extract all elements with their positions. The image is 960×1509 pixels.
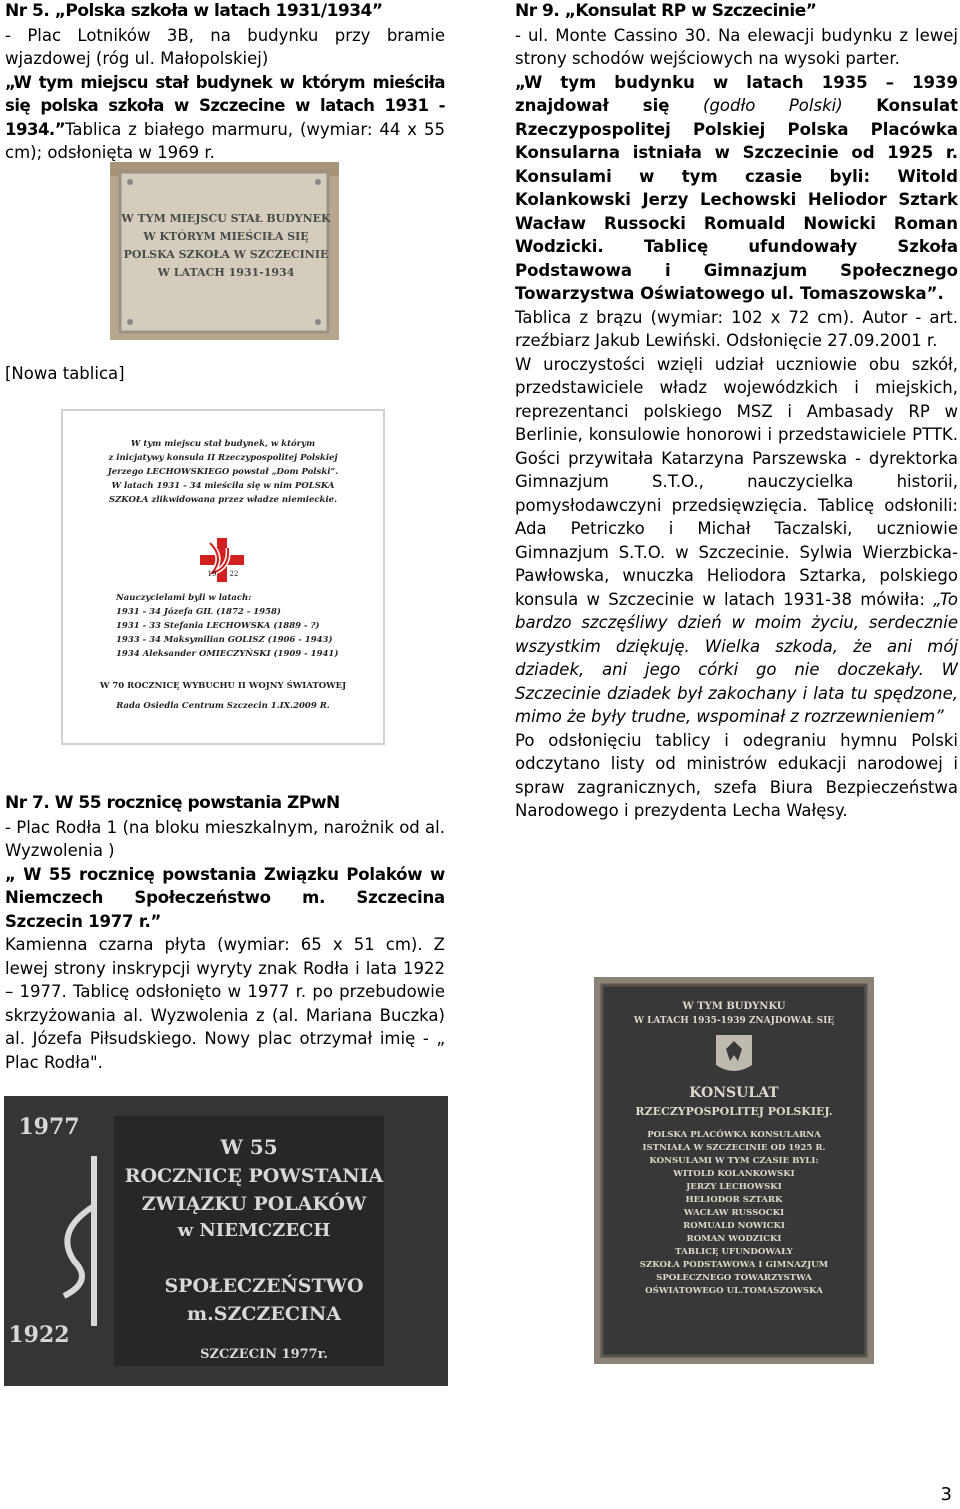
- section-5-quote: „W tym miejscu stał budynek w którym mieściła się polska szkoła w Szczecine w latach 1931 - 1934.”Tablica z białego marmuru, (wymiar: 44 x 55 cm); odsłonięta w 1969 r.: [5, 72, 445, 162]
- section-9-ceremony: W uroczystości wzięli udział uczniowie obu szkół, przedstawiciele władz wojewódzkich i miejskich, reprezentanci polskiego MSZ i Ambasady RP w Berlinie, konsulowie honorowi i przedstawiciele PTTK. Gości przywitała Katarzyna Parszewska - dyrektorka Gimnazjum S.T.O., nauczycielka historii, pomysłodawczyni przedsięwzięcia. Tablicę odsłonili: Ada Petriczko i Michał Taczalski, uczniowie Gimnazjum S.T.O. w Szczecinie. Sylwia Wierzbicka-Pawłowska, wnuczka Heliodora Sztarka, polskiego konsula w Szczecinie w latach 1931-38 mówiła: „To bardzo szczęśliwy dzień w moim życiu, serdecznie wszystkim dziękuję. Wielka szkoda, że ani mój dziadek, ani jego córki go nie doczekały. W Szczecinie dziadek był zakochany i lata tu spędzone, mimo że były trudne, wspominał z rozrzewnieniem”: [515, 354, 958, 726]
- old-marble-plaque-photo: [110, 162, 339, 340]
- section-9-closing: Po odsłonięciu tablicy i odegraniu hymnu Polski odczytano listy od ministrów edukacji narodowej i spraw zagranicznych, szefa Biura Bezpieczeństwa Narodowego i prezydenta Lecha Wałęsy.: [515, 730, 958, 820]
- new-plaque-intro-4: W latach 1931 - 34 mieściła się w nim POLSKA: [111, 481, 335, 491]
- consulate-line-10: TABLICĘ UFUNDOWAŁY: [675, 1247, 793, 1257]
- new-plaque-label: [Nowa tablica]: [5, 364, 125, 383]
- consulate-line-8: ROMUALD NOWICKI: [683, 1221, 785, 1231]
- section-7: [5, 792, 445, 1074]
- consulate-line-5: JERZY LECHOWSKI: [686, 1182, 782, 1192]
- new-plaque-intro-2: z inicjatywy konsula II Rzeczypospolitej Polskiej: [108, 453, 338, 463]
- zpwn-line-7: SZCZECIN 1977r.: [200, 1347, 328, 1362]
- badge-year-22: 22: [229, 570, 239, 578]
- section-9-address: - ul. Monte Cassino 30. Na elewacji budynku z lewej strony schodów wejściowych na wysoki parter.: [515, 25, 958, 68]
- polish-eagle-icon: [716, 1035, 752, 1071]
- consulate-line-3: KONSULAMI W TYM CZASIE BYLI:: [649, 1156, 819, 1166]
- zpwn-line-5: SPOŁECZEŃSTWO: [164, 1275, 364, 1297]
- section-7-address: - Plac Rodła 1 (na bloku mieszkalnym, narożnik od al. Wyzwolenia ): [5, 817, 445, 860]
- section-9-quote: „W tym budynku w latach 1935 – 1939 znajdował się (godło Polski) Konsulat Rzeczypospolitej Polskiej Polska Placówka Konsularna istniała w Szczecinie od 1925 r. Konsulami w tym czasie byli: Witold Kolankowski Jerzy Lechowski Heliodor Sztark Wacław Russocki Romuald Nowicki Roman Wodzicki. Tablicę ufundowały Szkoła Podstawowa i Gimnazjum Społecznego Towarzystwa Oświatowego ul. Tomaszowska”.: [515, 72, 959, 303]
- new-plaque-anniversary: W 70 ROCZNICĘ WYBUCHU II WOJNY ŚWIATOWEJ: [99, 681, 347, 691]
- new-plaque-teacher-4: 1934 Aleksander OMIECZYŃSKI (1909 - 1941): [116, 649, 339, 659]
- consulate-line-6: HELIODOR SZTARK: [685, 1195, 783, 1205]
- consulate-top-1: W TYM BUDYNKU: [682, 1001, 786, 1012]
- consulate-line-12: SPOŁECZNEGO TOWARZYSTWA: [656, 1273, 812, 1283]
- zpwn-line-1: W 55: [220, 1135, 278, 1159]
- section-7-quote: „ W 55 rocznicę powstania Związku Polaków w Niemczech Społeczeństwo m. Szczecina Szczecin 1977 r.”: [5, 864, 445, 931]
- consulate-line-2: ISTNIAŁA W SZCZECINIE OD 1925 R.: [642, 1143, 826, 1153]
- badge-year-19: 19: [207, 570, 217, 578]
- zpwn-plaque-photo: [4, 1096, 448, 1386]
- section-7-title: Nr 7. W 55 rocznicę powstania ZPwN: [5, 793, 340, 813]
- consulate-line-4: WITOLD KOLANKOWSKI: [673, 1169, 795, 1179]
- consulate-line-1: POLSKA PLACÓWKA KONSULARNA: [647, 1130, 821, 1140]
- consulate-line-9: ROMAN WODZICKI: [686, 1234, 782, 1244]
- zpwn-line-3: ZWIĄZKU POLAKÓW: [141, 1193, 367, 1215]
- zpwn-year-1922: 1922: [8, 1322, 70, 1348]
- right-column: [515, 0, 958, 823]
- consulate-top-2: W LATACH 1935-1939 ZNAJDOWAŁ SIĘ: [633, 1016, 835, 1026]
- zpwn-year-1977: 1977: [18, 1114, 80, 1140]
- new-plaque-teachers-header: Nauczycielami byli w latach:: [116, 593, 252, 603]
- section-9-title: Nr 9. „Konsulat RP w Szczecinie”: [515, 1, 817, 21]
- zpwn-line-6: m.SZCZECINA: [187, 1303, 341, 1325]
- section-7-description: Kamienna czarna płyta (wymiar: 65 x 51 cm). Z lewej strony inskrypcji wyryty znak Rodła i lata 1922 – 1977. Tablicę odsłonięto w 1977 r. po przebudowie skrzyżowania al. Wyzwolenia z (al. Mariana Buczka) al. Józefa Piłsudskiego. Nowy plac otrzymał imię - „ Plac Rodła".: [5, 935, 445, 1072]
- old-plaque-line-3: POLSKA SZKOŁA W SZCZECINIE: [123, 248, 329, 261]
- zpwn-line-4: w NIEMCZECH: [177, 1220, 331, 1241]
- new-plaque-teacher-2: 1931 - 33 Stefania LECHOWSKA (1889 - ?): [116, 621, 320, 631]
- new-plaque-intro-1: W tym miejscu stał budynek, w którym: [130, 439, 316, 449]
- consulate-line-7: WACŁAW RUSSOCKI: [683, 1208, 785, 1218]
- zpwn-line-2: ROCZNICĘ POWSTANIA: [124, 1165, 384, 1187]
- old-plaque-line-2: W KTÓRYM MIEŚCIŁA SIĘ: [143, 230, 309, 243]
- consulate-line-13: OŚWIATOWEGO UL.TOMASZOWSKA: [645, 1286, 823, 1296]
- old-plaque-line-1: W TYM MIEJSCU STAŁ BUDYNEK: [121, 212, 331, 225]
- left-column: [5, 0, 445, 165]
- consulate-main-1: KONSULAT: [689, 1085, 779, 1101]
- consulate-main-2: RZECZYPOSPOLITEJ POLSKIEJ.: [635, 1105, 833, 1118]
- new-plaque-footer: Rada Osiedla Centrum Szczecin 1.IX.2009 R.: [116, 701, 330, 711]
- new-plaque-intro-5: SZKOŁA zlikwidowana przez władze niemieckie.: [108, 495, 338, 505]
- consulate-plaque-photo: [594, 977, 874, 1364]
- new-plaque-teacher-1: 1931 - 34 Józefa GIL (1872 - 1958): [116, 607, 281, 617]
- new-plaque-teacher-3: 1933 - 34 Maksymilian GOLISZ (1906 - 1943): [116, 635, 333, 645]
- section-5-title: Nr 5. „Polska szkoła w latach 1931/1934”: [5, 1, 383, 21]
- old-plaque-line-4: W LATACH 1931-1934: [157, 266, 295, 279]
- section-9-description: Tablica z brązu (wymiar: 102 x 72 cm). Autor - art. rzeźbiarz Jakub Lewiński. Odsłonięcie 27.09.2001 r.: [515, 307, 958, 350]
- consulate-line-11: SZKOŁA PODSTAWOWA I GIMNAZJUM: [639, 1260, 829, 1270]
- section-5-address: - Plac Lotników 3B, na budynku przy bramie wjazdowej (róg ul. Małopolskiej): [5, 25, 445, 68]
- new-plaque-intro-3: Jerzego LECHOWSKIEGO powstał „Dom Polski”.: [107, 467, 339, 477]
- page-number: 3: [940, 1484, 952, 1505]
- new-plaque-photo: [60, 408, 386, 746]
